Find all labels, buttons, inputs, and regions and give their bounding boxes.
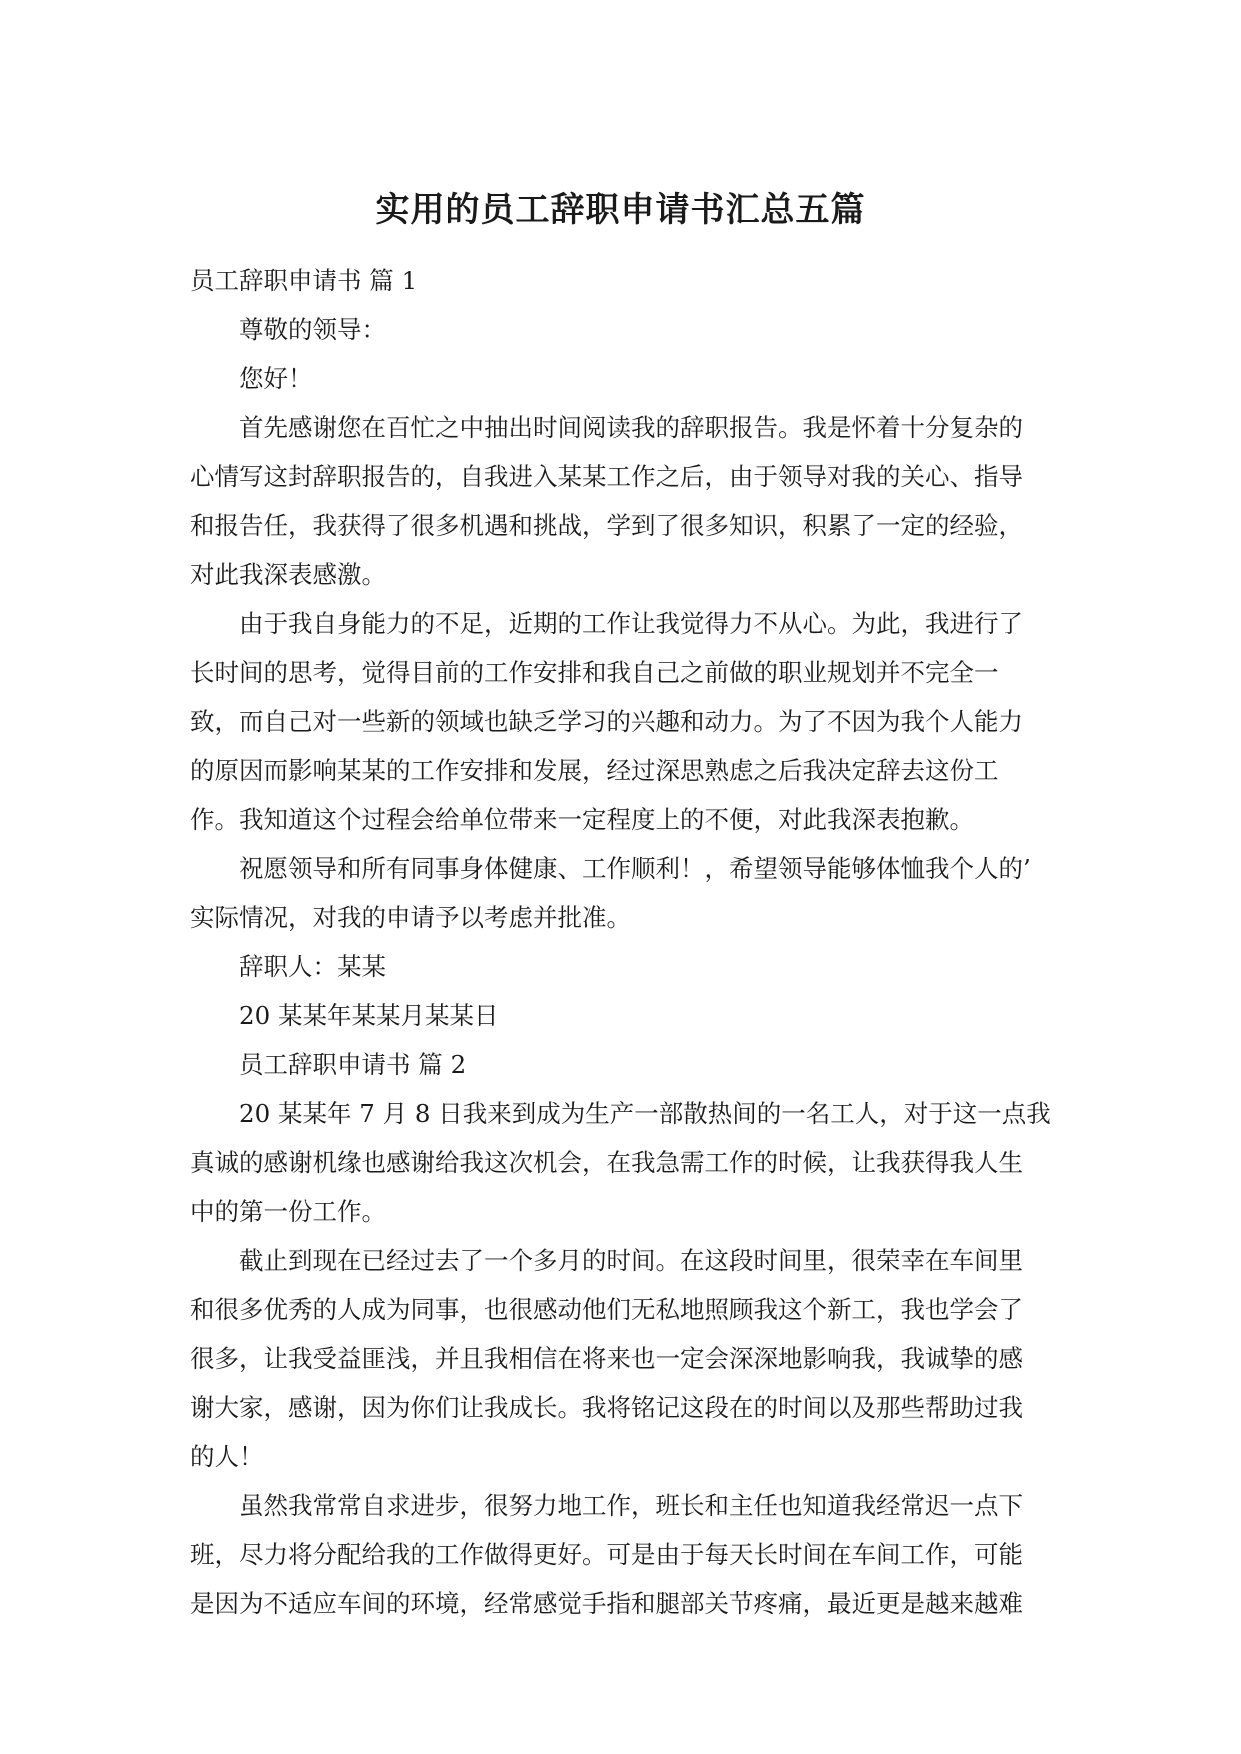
text-line: 班，尽力将分配给我的工作做得更好。可是由于每天长时间在车间工作，可能 xyxy=(190,1540,1023,1569)
text-line: 实际情况，对我的申请予以考虑并批准。 xyxy=(190,903,631,932)
text-line: 致，而自己对一些新的领域也缺乏学习的兴趣和动力。为了不因为我个人能力 xyxy=(190,707,1023,736)
text-line: 真诚的感谢机缘也感谢给我这次机会，在我急需工作的时候，让我获得我人生 xyxy=(190,1148,1023,1177)
text-line: 对此我深表感激。 xyxy=(190,560,386,589)
text-line: 是因为不适应车间的环境，经常感觉手指和腿部关节疼痛，最近更是越来越难 xyxy=(190,1589,1023,1618)
text-line: 20 某某年某某月某某日 xyxy=(239,1001,499,1030)
text-line: 辞职人：某某 xyxy=(239,952,386,981)
text-line: 员工辞职申请书 篇 1 xyxy=(190,266,418,295)
text-line: 中的第一份工作。 xyxy=(190,1197,386,1226)
text-line: 作。我知道这个过程会给单位带来一定程度上的不便，对此我深表抱歉。 xyxy=(190,805,974,834)
text-line: 很多，让我受益匪浅，并且我相信在将来也一定会深深地影响我，我诚挚的感 xyxy=(190,1344,1023,1373)
text-line: 虽然我常常自求进步，很努力地工作，班长和主任也知道我经常迟一点下 xyxy=(239,1491,1023,1520)
text-line: 和很多优秀的人成为同事，也很感动他们无私地照顾我这个新工，我也学会了 xyxy=(190,1295,1023,1324)
text-line: 20 某某年 7 月 8 日我来到成为生产一部散热间的一名工人，对于这一点我 xyxy=(239,1099,1051,1128)
text-line: 祝愿领导和所有同事身体健康、工作顺利！，希望领导能够体恤我个人的’ xyxy=(239,854,1031,883)
text-line: 员工辞职申请书 篇 2 xyxy=(239,1050,467,1079)
text-line: 的原因而影响某某的工作安排和发展，经过深思熟虑之后我决定辞去这份工 xyxy=(190,756,999,785)
text-line: 尊敬的领导： xyxy=(239,315,386,344)
text-line: 首先感谢您在百忙之中抽出时间阅读我的辞职报告。我是怀着十分复杂的 xyxy=(239,413,1023,442)
text-line: 心情写这封辞职报告的，自我进入某某工作之后，由于领导对我的关心、指导 xyxy=(190,462,1023,491)
text-line: 您好！ xyxy=(239,364,313,393)
text-line: 长时间的思考，觉得目前的工作安排和我自己之前做的职业规划并不完全一 xyxy=(190,658,999,687)
text-line: 由于我自身能力的不足，近期的工作让我觉得力不从心。为此，我进行了 xyxy=(239,609,1023,638)
document-title: 实用的员工辞职申请书汇总五篇 xyxy=(375,190,866,230)
text-line: 谢大家，感谢，因为你们让我成长。我将铭记这段在的时间以及那些帮助过我 xyxy=(190,1393,1023,1422)
text-line: 和报告任，我获得了很多机遇和挑战，学到了很多知识，积累了一定的经验， xyxy=(190,511,1023,540)
text-line: 的人！ xyxy=(190,1442,264,1471)
text-line: 截止到现在已经过去了一个多月的时间。在这段时间里，很荣幸在车间里 xyxy=(239,1246,1023,1275)
document-body xyxy=(190,256,1050,1628)
